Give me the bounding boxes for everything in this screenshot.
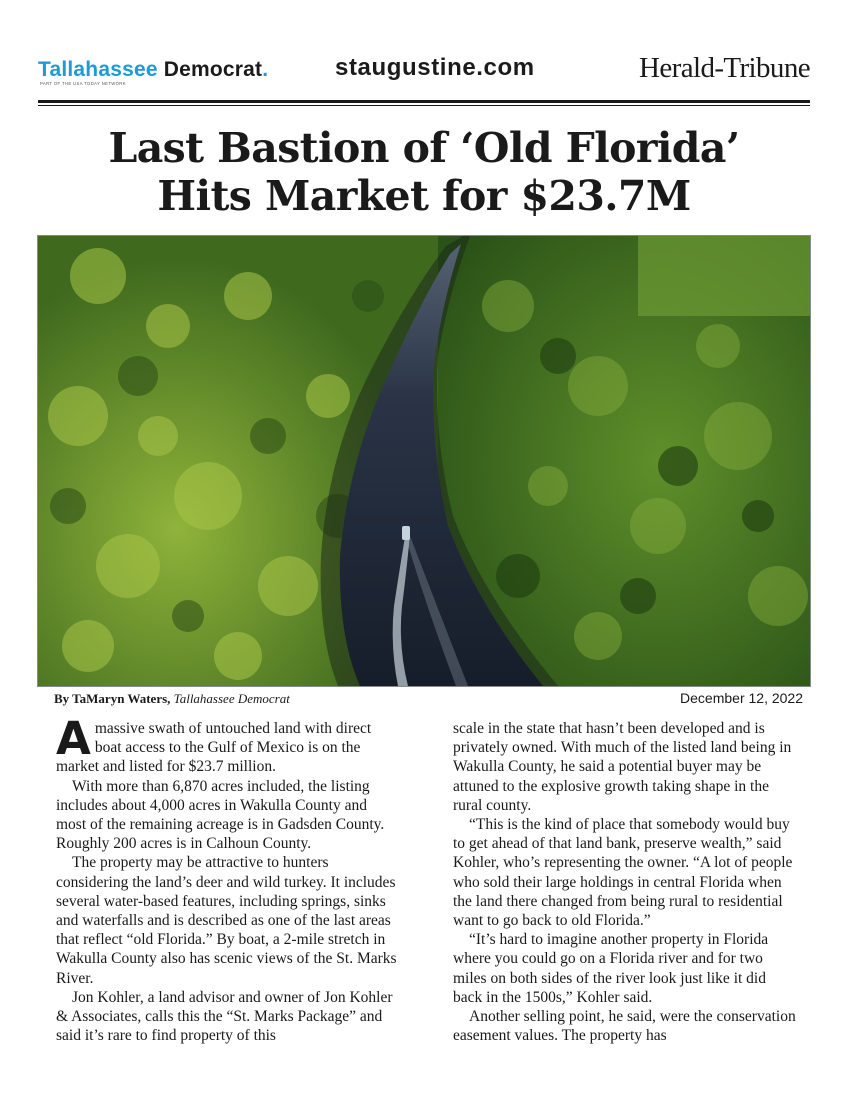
paragraph: “It’s hard to imagine another property in Florida where you could go on a Florida river and for two miles on both sides of the river look just like it did back in the 1500s,” Kohler said. (453, 931, 769, 1006)
paragraph: “This is the kind of place that somebody would buy to get ahead of that land bank, preserve wealth,” said Kohler, who’s representing the owner. “A lot of people who sold their large holdings in central Florida when the land there changed from being rural to residential want to go back to old Florida.” (453, 816, 793, 930)
article-date: December 12, 2022 (680, 690, 803, 706)
aerial-river-photo (38, 236, 810, 686)
article-column-1 (56, 712, 400, 1045)
paragraph: Amassive swath of untouched land with direct boat access to the Gulf of Mexico is on the market and listed for $23.7 million. (56, 712, 372, 776)
article-column-2 (453, 719, 797, 1045)
headline (38, 124, 810, 220)
byline-author: By TaMaryn Waters, (54, 691, 171, 706)
paragraph: scale in the state that hasn’t been developed and is privately owned. With much of the listed land being in Wakulla County, he said a potential buyer may be attuned to the explosive growth taking shape in the rural county. (453, 720, 792, 814)
staugustine-logo[interactable]: staugustine.com (335, 54, 535, 81)
headline-line-2: Hits Market for $23.7M (157, 172, 691, 220)
paragraph: With more than 6,870 acres included, the listing includes about 4,000 acres in Wakulla County and most of the remaining acreage is in Gadsden County. Roughly 200 acres is in Calhoun County. (56, 777, 385, 853)
masthead-rule-thin (38, 105, 810, 106)
byline-publication: Tallahassee Democrat (173, 691, 290, 706)
headline-line-1: Last Bastion of ‘Old Florida’ (108, 124, 740, 172)
drop-cap: A (56, 712, 91, 765)
paragraph: Another selling point, he said, were the conservation easement values. The property has (453, 1008, 796, 1045)
paragraph: Jon Kohler, a land advisor and owner of Jon Kohler & Associates, calls this the “St. Marks Package” and said it’s rare to find property of this (56, 988, 393, 1045)
byline (54, 691, 290, 707)
masthead (38, 52, 810, 92)
tallahassee-democrat-logo[interactable]: Tallahassee Democrat. (38, 58, 269, 81)
paragraph: The property may be attractive to hunters considering the land’s deer and wild turkey. It includes several water-based features, including springs, sinks and waterfalls and is described as one of the last areas that reflect “old Florida.” By boat, a 2-mile stretch in Wakulla County also has scenic views of the St. Marks River. (56, 854, 397, 987)
tallahassee-tagline: PART OF THE USA TODAY NETWORK (40, 81, 126, 86)
masthead-rule-thick (38, 100, 810, 103)
herald-tribune-logo[interactable]: Herald-Tribune (639, 52, 810, 84)
